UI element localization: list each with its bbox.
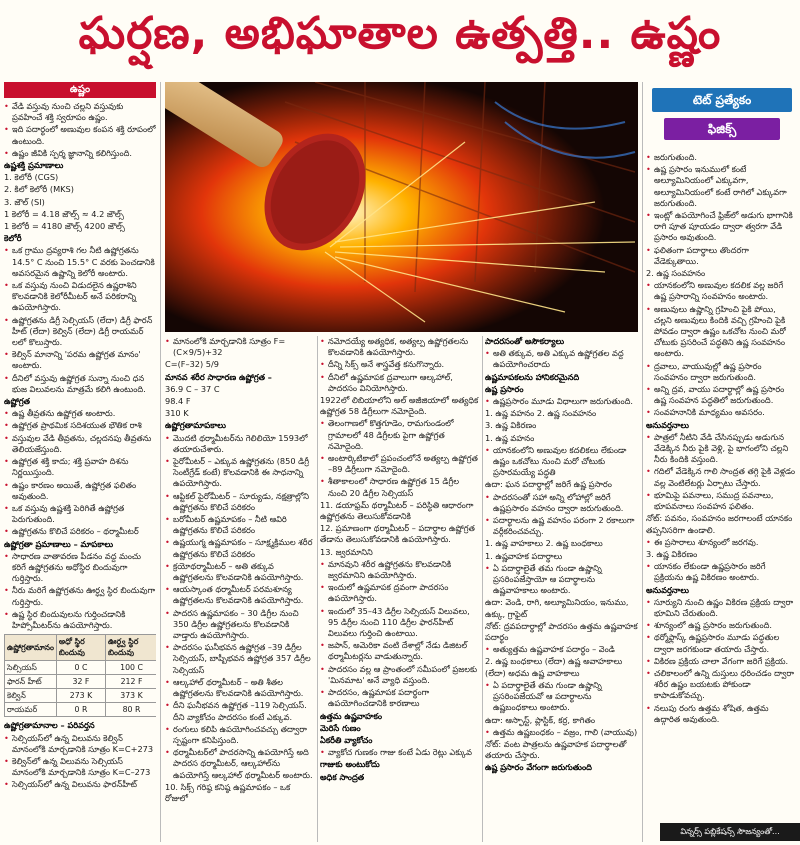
table-cell: 80 R	[106, 703, 156, 717]
column-divider	[317, 336, 318, 842]
text-line: 1. ఉష్ణ వాహకాలు 2. ఉష్ణ బంధకాలు	[485, 538, 603, 549]
text-line: 98.4 F	[165, 396, 191, 407]
bullet-line: • ఉష్ణం కారణం అయితే, ఉష్ణోగ్రత ఫలితం అవుతుంది.	[4, 480, 156, 502]
subheading: అనువర్తనాలు	[646, 584, 689, 595]
fixed-points-table	[4, 634, 156, 717]
bullet-line: • మానంలోకి మార్చడానికి సూత్రం F=(C×9/5)+32	[165, 336, 315, 358]
table-cell: 0 C	[56, 660, 105, 674]
bullet-line: • ఉష్ణోగ్రత ప్రాథమిక సదిశయుత భౌతిక రాశి	[4, 420, 156, 431]
text-line: 2. కిలో కెలోరీ (MKS)	[4, 184, 74, 195]
bullet-line: • క్రయోథర్మామీటర్ – అతి తక్కువ ఉష్ణోగ్రతలను కొలవడానికి ఉపయోగిస్తారు.	[165, 561, 315, 583]
text-line: 13. జ్వరమానిని	[320, 546, 373, 557]
bullet-line: • అంటార్కిటికాలో ప్రపంచంలోనే అత్యల్ప ఉష్ణోగ్రత –89 డిగ్రీలుగా నమోదైంది.	[320, 453, 480, 475]
bullet-line: • ఆయస్కాంత థర్మామీటర్ పరమశూన్య ఉష్ణోగ్రతలను కొలవడానికి ఉపయోగిస్తారు.	[165, 584, 315, 606]
bullet-line: • ఇందులో ఉష్ణమాపక ద్రవంగా పాదరసం ఉపయోగిస్తారు.	[320, 582, 480, 604]
bullet-line: • వేడి వస్తువు నుంచి చల్లని వస్తువుకు ప్రవహించే శక్తి స్వరూపం ఉష్ణం.	[4, 101, 156, 123]
column-divider	[160, 82, 161, 842]
bullet-line: • జరుగుతుంది.	[646, 152, 796, 163]
table-row	[5, 703, 157, 717]
bullet-line: • యానకంలోని అణువుల కదలికలు లేకుండా ఉష్ణం ఒకచోటు నుంచి మరో చోటుకు ప్రసారమయ్యే పద్ధతి	[485, 445, 638, 479]
table-header: ఊర్ధ్వ స్థిర బిందువు	[106, 635, 156, 660]
bullet-line: • పాదరసం ఘనీభవన ఉష్ణోగ్రత –39 డిగ్రీల సెల్సియస్, బాష్పీభవన ఉష్ణోగ్రత 357 డిగ్రీల సెల్సియస్	[165, 642, 315, 676]
subheading: ఉష్ణోగ్రతామాపకాలు	[165, 420, 226, 431]
table-cell: కెల్విన్	[5, 688, 57, 702]
column-2	[165, 336, 315, 842]
bullet-line: • ఉష్ణప్రసారం మూడు విధాలుగా జరుగుతుంది.	[485, 396, 638, 407]
matchstick-sparks-photo	[165, 82, 638, 332]
bullet-line: • పాదరసంతో సహా అన్ని లోహాల్లో జరిగే ఉష్ణప్రసారం వహనం ద్వారా జరుగుతుంది.	[485, 492, 638, 514]
bullet-line: • యానకం లేకుండా ఉష్ణప్రసారం జరిగే ప్రక్రియను ఉష్ణ వికిరణం అంటారు.	[646, 561, 796, 583]
text-line: 1. ఉష్ణ వహనం	[485, 432, 535, 443]
subheading: అధిక సాంద్రత	[320, 771, 365, 782]
bullet-line: • అతి తక్కువ, అతి ఎక్కువ ఉష్ణోగ్రతల వద్ద ఉపయోగించరాదు	[485, 348, 638, 370]
bullet-line: • చలికాలంలో ఉన్ని దుస్తులు ధరించడం ద్వారా శరీర ఉష్ణం బయటకు పోకుండా కాపాడుకోవచ్చు.	[646, 668, 796, 702]
table-cell: 212 F	[106, 674, 156, 688]
text-line: C=(F–32) 5/9	[165, 359, 219, 370]
text-line: 12. ప్రమాణంగా థర్మామీటర్ – పదార్థాల ఉష్ణోగ్రత తేడాను తెలుసుకోవడానికి ఉపయోగిస్తారు.	[320, 523, 475, 545]
table-cell: ఫారన్ హీట్	[5, 674, 57, 688]
bullet-line: • ఏ పదార్థాలైతే తమ గుండా ఉష్ణాన్ని ప్రసరింపజేయవో ఆ పదార్థాలను ఉష్ణబంధకాలు అంటారు.	[485, 680, 638, 714]
text-line: 1922లో లిబియాలోని అల్ అజీజియాలో అత్యధిక ఉష్ణోగ్రత 58 డిగ్రీలుగా నమోదైంది.	[320, 395, 479, 417]
text-line: 1. ఉష్ణ వహనం 2. ఉష్ణ సంవహనం	[485, 408, 597, 419]
column-1	[4, 82, 156, 842]
bullet-line: • దీని ఘనీభవన ఉష్ణోగ్రత –119 సెల్సియస్. దీని వ్యాకోచం పాదరసం కంటే ఎక్కువ.	[165, 700, 315, 722]
bullet-line: • భూమిపై పవనాలు, సముద్ర పవనాలు, భూపవనాలు సంవహన ఫలితం.	[646, 490, 796, 512]
bullet-line: • ఉత్తమ ఉష్ణబంధకం – వజ్రం, గాలి (వాయువు)	[485, 727, 638, 738]
subheading: ఉష్ణోగ్రతా ప్రమాణాలు – మాపకాలు	[4, 538, 114, 549]
text-line: ఉదా: ఘన పదార్థాల్లో జరిగే ఉష్ణ ప్రసారం	[485, 479, 612, 490]
text-line: 310 K	[165, 408, 189, 419]
table-header: అధో స్థిర బిందువు	[56, 635, 105, 660]
bullet-line: • దీన్ని సిక్స్ అనే శాస్త్రవేత్త కనుగొన్నారు.	[320, 359, 480, 370]
bullet-line: • కెల్విన్ మానాన్ని 'పరమ ఉష్ణోగ్రత మానం' అంటారు.	[4, 349, 156, 371]
subheading: ఉష్ణోగ్రతామానాల – పరివర్తన	[4, 720, 95, 731]
text-line: 3. ఉష్ణ వికిరణం	[646, 548, 698, 559]
text-line: ఉదా: ఆస్ఫాస్ట్, ప్లాస్టిక్, కర్ర, కాగితం	[485, 714, 595, 725]
bullet-line: • ఫలితంగా పదార్థాలు తొందరగా వేడెక్కుతాయి.	[646, 245, 796, 267]
bullet-line: • ఉష్ణోగ్రతను డిగ్రీ సెల్సియస్ (లేదా) డిగ్రీ ఫారన్ హీట్ (లేదా) కెల్విన్ (లేదా) డిగ్రీ రాయమర్ లలో కొలుస్తారు.	[4, 315, 156, 349]
bullet-line: • ఇందులో 35–43 డిగ్రీల సెల్సియస్ విలువలు, 95 డిగ్రీల నుంచి 110 డిగ్రీల ఫారన్‌హీట్ విలువలు గుర్తించి ఉంటాయి.	[320, 606, 480, 640]
bullet-line: • రంగులు కలిపి ఉపయోగించవచ్చు తద్వారా స్పష్టంగా కనిపిస్తుంది.	[165, 724, 315, 746]
bullet-line: • సాధారణ వాతావరణ పీడనం వద్ద మంచు కరిగే ఉష్ణోగ్రతను అధోస్థిర బిందువుగా గుర్తిస్తారు.	[4, 551, 156, 585]
physics-badge: ఫిజిక్స్	[664, 118, 780, 140]
subheading: పాదరసంతో అసౌకర్యాలు	[485, 336, 565, 346]
bullet-line: • ఆప్టికల్ పైరోమీటర్ – సూర్యుడు, నక్షత్రాల్లోని ఉష్ణోగ్రతను కొలిచే పరికరం	[165, 491, 315, 513]
subheading: ఉష్ణమాపకలను హానికరమైనది	[485, 371, 580, 382]
bullet-line: • అత్యుత్తమ ఉష్ణవాహక పదార్థం – వెండి	[485, 644, 638, 655]
bullet-line: • మొదటి థర్మామీటర్‌ను గెలిలియో 1593లో తయారుచేశారు.	[165, 433, 315, 455]
text-line: ఉదా: వెండి, రాగి, అల్యూమినియం, ఇనుము, ఉక్కు, గ్రాఫైట్	[485, 597, 629, 619]
bullet-line: • సెల్సియస్‌లో ఉన్న విలువను కెల్విన్ మానంలోకి మార్చడానికి సూత్రం K=C+273	[4, 733, 156, 755]
subheading: ఉష్ణశక్తి ప్రమాణాలు	[4, 160, 64, 171]
bullet-line: • ఉష్ణ తీవ్రతను ఉష్ణోగ్రత అంటారు.	[4, 408, 156, 419]
matchstick-sparks-image	[165, 82, 638, 332]
bullet-line: • థర్మోఫ్లాస్క్ ఉష్ణప్రసారం మూడు పద్ధతుల ద్వారా జరగకుండా తయారు చేస్తారు.	[646, 632, 796, 654]
section-title-heat: ఉష్ణం	[4, 82, 156, 98]
subheading: ఉత్తమ ఉష్ణవాహకం	[320, 710, 383, 721]
bullet-line: • బరోమీటర్ ఉష్ణమాపకం – నీటి ఆవిరి ఉష్ణోగ్రతను కొలిచే పరికరం	[165, 514, 315, 536]
text-line: నోట్: వంట పాత్రలను ఉష్ణవాహక పదార్థాలతో తయారు చేస్తారు.	[485, 738, 627, 761]
publisher-credit: విన్నర్స్ పబ్లికేషన్స్ సౌజన్యంతో...	[660, 823, 800, 841]
bullet-line: • సంవహనానికి మాధ్యమం అవసరం.	[646, 407, 796, 418]
text-line: 3. జౌల్ (SI)	[4, 196, 45, 207]
table-cell: సెల్సియస్	[5, 660, 57, 674]
bullet-line: • నీరు మరిగే ఉష్ణోగ్రతను ఊర్ధ్వ స్థిర బిందువుగా గుర్తిస్తారు.	[4, 585, 156, 607]
text-line: 2. ఉష్ణ సంవహనం	[646, 268, 706, 279]
headline-text: ఘర్షణ, అభిఘాతాల ఉత్పత్తి.. ఉష్ణం	[78, 8, 722, 59]
column-1-after-table	[4, 720, 156, 790]
table-row	[5, 674, 157, 688]
bullet-line: • అణువులు ఉష్ణాన్ని గ్రహించి పైకి పోయి, చల్లని అణువులు కిందికి వచ్చి గ్రహించి పైకి పోవడం ద్వారా ఉష్ణం ఒకచోట నుంచి మరో చోటుకు ప్రసరించే పద్ధతిని ఉష్ణ సంవహనం అంటారు.	[646, 304, 796, 360]
bullet-line: • ఒక వస్తువు ఉష్ణశక్తి పెరిగితే ఉష్ణోగ్రత పెరుగుతుంది.	[4, 503, 156, 525]
bullet-line: • ఒక గ్రాము ద్రవ్యరాశి గల నీటి ఉష్ణోగ్రతను 14.5° C నుంచి 15.5° C వరకు పెంచడానికి అవసరమైన ఉష్ణాన్ని కెలోరీ అంటారు.	[4, 245, 156, 279]
bullet-line: • ఒక వస్తువు నుంచి విడుదలైన ఉష్ణరాశిని కొలవడానికి కెలోరీమీటర్ అనే పరికరాన్ని ఉపయోగిస్తారు.	[4, 280, 156, 314]
bullet-line: • పాదరస ఉష్ణమాపకం – 30 డిగ్రీల నుంచి 350 డిగ్రీల ఉష్ణోగ్రతలను కొలవడానికి వాడ్తారు ఉపయోగిస్తారు.	[165, 608, 315, 642]
table-cell: 273 K	[56, 688, 105, 702]
table-cell: 32 F	[56, 674, 105, 688]
table-cell: 373 K	[106, 688, 156, 702]
bullet-line: • థర్మామీటర్‌లో పాదరసాన్ని ఉపయోగిస్తే అది పాదరస థర్మామీటర్, ఆల్కహాల్‌ను ఉపయోగిస్తే ఆల్కహాల్ థర్మామీటర్ అంటారు.	[165, 747, 315, 781]
column-3	[320, 336, 480, 842]
bullet-line: • జపాన్, అమెరికా వంటి దేశాల్లో నేడు డిజిటల్ థర్మామీటర్లను వాడుతున్నారు.	[320, 640, 480, 662]
text-line: నోట్: ద్రవపదార్థాల్లో పాదరసం ఉత్తమ ఉష్ణవాహక పదార్థం	[485, 620, 638, 643]
tet-special-badge: టెట్ ప్రత్యేకం	[652, 88, 792, 112]
text-line: 1. కెలోరీ (CGS)	[4, 172, 59, 183]
bullet-line: • నమోదయ్యే అత్యధిక, అత్యల్ప ఉష్ణోగ్రతలను కొలవడానికి ఉపయోగిస్తారు.	[320, 336, 480, 358]
column-divider	[482, 336, 483, 842]
bullet-line: • ఉష్ణ ప్రసారం ఇనుములో కంటే అల్యూమినియంలో ఎక్కువగా, అల్యూమినియంలో కంటే రాగిలో ఎక్కువగా జరుగుతుంది.	[646, 164, 796, 209]
bullet-line: • పైరోమీటర్ – ఎక్కువ ఉష్ణోగ్రతను (850 డిగ్రీ సెంటీగ్రేడ్ కంటే) కొలవడానికి ఈ సాధనాన్ని ఉపయోగిస్తారు.	[165, 456, 315, 490]
text-line: 36.9 C – 37 C	[165, 383, 220, 394]
table-row	[5, 660, 157, 674]
bullet-line: • అన్ని ద్రవ, వాయు పదార్థాల్లో ఉష్ణ ప్రసారం ఉష్ణ సంవహన పద్ధతిలో జరుగుతుంది.	[646, 384, 796, 406]
subheading: ఏకరీతి వ్యాకోచం	[320, 734, 373, 745]
bullet-line: • పాత్రలో నీటిని వేడి చేసినప్పుడు అడుగున వేడెక్కిన నీరు పైకి వెళ్లి, పై భాగంలోని చల్లని నీరు కిందికి వస్తుంది.	[646, 432, 796, 466]
text-line: 1 కెలోరీ = 4.18 జౌల్స్ ≈ 4.2 జౌల్స్	[4, 208, 124, 219]
table-cell: 100 C	[106, 660, 156, 674]
bullet-line: • ఉష్ణోగ్రత శక్తి కాదు; శక్తి ప్రవాహ దిశను నిర్ణయిస్తుంది.	[4, 456, 156, 478]
bullet-line: • వ్యాకోచ గుణకం గాజు కంటే ఏడు రెట్లు ఎక్కువ	[320, 747, 480, 758]
bullet-line: • ఇది పదార్థంలో అణువుల కంపన శక్తి రూపంలో ఉంటుంది.	[4, 124, 156, 146]
bullet-line: • తెలంగాణలో కొత్తగూడెం, రామగుండంలో గ్రామాలలో 48 డిగ్రీలకు పైగా ఉష్ణోగ్రత నమోదైంది.	[320, 418, 480, 452]
subheading: కెలోరీ	[4, 233, 22, 244]
column-1-text	[4, 101, 156, 631]
column-4	[485, 336, 638, 842]
subheading: గాజుకు అంటుకోదు	[320, 759, 380, 770]
bullet-line: • ఉష్ణం జీవికి స్పర్శ జ్ఞానాన్ని కలిగిస్తుంది.	[4, 148, 156, 159]
table-row	[5, 688, 157, 702]
bullet-line: • దీనిలో ఉష్ణమాపక ద్రవాలుగా ఆల్కహాల్, పాదరసం వినియోగిస్తారు.	[320, 372, 480, 394]
bullet-line: • పాదరసం, ఉష్ణమాపక పదార్థంగా ఉపయోగించడానికి కారణాలు	[320, 687, 480, 709]
table-header: ఉష్ణోగ్రతామానం	[5, 635, 57, 660]
bullet-line: • నలుపు రంగు ఉత్తమ శోషిత, ఉత్తమ ఉద్గారిత అవుతుంది.	[646, 703, 796, 725]
bullet-line: • శూన్యంలో ఉష్ణ ప్రసారం జరుగుతుంది.	[646, 620, 796, 631]
bullet-line: • మానవుని శరీర ఉష్ణోగ్రతను కొలవడానికి జ్వరమానిని ఉపయోగిస్తారు.	[320, 559, 480, 581]
bullet-line: • పాదరసం వల్ల ఆ ప్రాంతంలో సమీపంలో ప్రజలకు 'మినమాట' అనే వ్యాధి వస్తుంది.	[320, 664, 480, 686]
bullet-line: • సెల్సియస్‌లో ఉన్న విలువను ఫారన్‌హీట్	[4, 779, 156, 790]
page-headline	[0, 0, 800, 78]
bullet-line: • వస్తువుల వేడి తీవ్రతను, చల్లదనపు తీవ్రతను తెలియజేస్తుంది.	[4, 433, 156, 455]
text-line: 3. ఉష్ణ వికిరణం	[485, 420, 537, 431]
subheading: మానవ శరీర సాధారణ ఉష్ణోగ్రత –	[165, 371, 272, 382]
bullet-line: • ఇంట్లో ఉపయోగించే ఫ్రిజ్‌లో అడుగు భాగానికి రాగి పూత పూయడం ద్వారా త్వరగా వేడి ప్రసారం అవుతుంది.	[646, 210, 796, 244]
text-line: 1. ఉష్ణవాహక పదార్థాలు	[485, 550, 563, 561]
subheading: ఉష్ణ ప్రసారం వేగంగా జరుగుతుంది	[485, 762, 592, 773]
bullet-line: • సూర్యుని నుంచి ఉష్ణం వికిరణ ప్రక్రియ ద్వారా భూమిని చేరుతుంది.	[646, 597, 796, 619]
subheading: మెరిసే గుణం	[320, 722, 361, 733]
text-line: నోట్: పవనం, సంవహనం జరగాలంటే యానకం తప్పనిసరిగా ఉండాలి.	[646, 513, 793, 535]
bullet-line: • ఉష్ణోగ్రతను కొలిచే పరికరం – థర్మామీటర్	[4, 526, 156, 537]
text-line: 1 కెలోరీ = 4180 జౌల్స్ 4200 జౌల్స్	[4, 221, 125, 232]
bullet-line: • ఏ పదార్థాలైతే తమ గుండా ఉష్ణాన్ని ప్రసరింపజేస్తాయో ఆ పదార్థాలను ఉష్ణవాహకాలు అంటారు.	[485, 563, 638, 597]
subheading: ఉష్ణ ప్రసారం	[485, 383, 524, 394]
bullet-line: • వికిరణ ప్రక్రియ చాలా వేగంగా జరిగే ప్రక్రియ.	[646, 656, 796, 667]
bullet-line: • దీనిలో వస్తువు ఉష్ణోగ్రత సున్నా నుంచి ధన భుజ విలువలను మాత్రమే కలిగి ఉంటుంది.	[4, 373, 156, 395]
bullet-line: • ఉష్ణ స్థిర బిందువులను గుర్తించడానికి హిప్సోమీటర్‌ను ఉపయోగిస్తారు.	[4, 609, 156, 631]
bullet-line: • శీతాకాలంలో సాధారణ ఉష్ణోగ్రత 15 డిగ్రీల నుంచి 20 డిగ్రీల సెల్సియస్	[320, 476, 480, 498]
column-5	[646, 152, 796, 820]
column-divider	[642, 82, 643, 842]
bullet-line: • ఈ ప్రసారాలు శూన్యంలో జరగవు.	[646, 537, 796, 548]
table-cell: 0 R	[56, 703, 105, 717]
bullet-line: • గదిలో వేడెక్కిన గాలి సాంద్రత తగ్గి పైకి వెళ్లడం వల్ల వెంటిలేటర్లు ఏర్పాటు చేస్తారు.	[646, 466, 796, 488]
text-line: 10. సిక్స్ గరిష్ఠ కనిష్ఠ ఉష్ణమాపకం – ఒక రోజులో	[165, 781, 291, 803]
bullet-line: • యానకంలోని అణువుల కదలిక వల్ల జరిగే ఉష్ణ ప్రసారాన్ని సంవహనం అంటారు.	[646, 280, 796, 302]
bullet-line: • ఆల్కహాల్ థర్మామీటర్ – అతి శీతల ఉష్ణోగ్రతలను కొలవడానికి ఉపయోగిస్తారు.	[165, 677, 315, 699]
bullet-line: • ఉష్ణయుగ్మ ఉష్ణమాపకం – సూక్ష్మక్రిముల శరీర ఉష్ణోగ్రతను కొలిచే పరికరం	[165, 537, 315, 559]
text-line: 11. డయాఫ్రమ్ థర్మామీటర్ – పరిస్థితి ఆధారంగా ఉష్ణోగ్రతను తెలుసుకోవడానికి	[320, 499, 474, 522]
bullet-line: • ద్రవాలు, వాయువుల్లో ఉష్ణ ప్రసారం సంవహనం ద్వారా జరుగుతుంది.	[646, 361, 796, 383]
table-cell: రాయమర్	[5, 703, 57, 717]
bullet-line: • పదార్థాలను ఉష్ణ వహనం పరంగా 2 రకాలుగా వర్గీకరించవచ్చు.	[485, 515, 638, 537]
subheading: అనువర్తనాలు	[646, 419, 689, 430]
text-line: 2. ఉష్ణ బంధకాలు (లేదా) ఉష్ణ అవాహకాలు (లేదా) అధమ ఉష్ణ వాహకాలు	[485, 656, 623, 678]
subheading: ఉష్ణోగ్రత	[4, 396, 31, 407]
bullet-line: • కెల్విన్‌లో ఉన్న విలువను సెల్సియస్ మానంలోకి మార్చడానికి సూత్రం K=C–273	[4, 756, 156, 778]
